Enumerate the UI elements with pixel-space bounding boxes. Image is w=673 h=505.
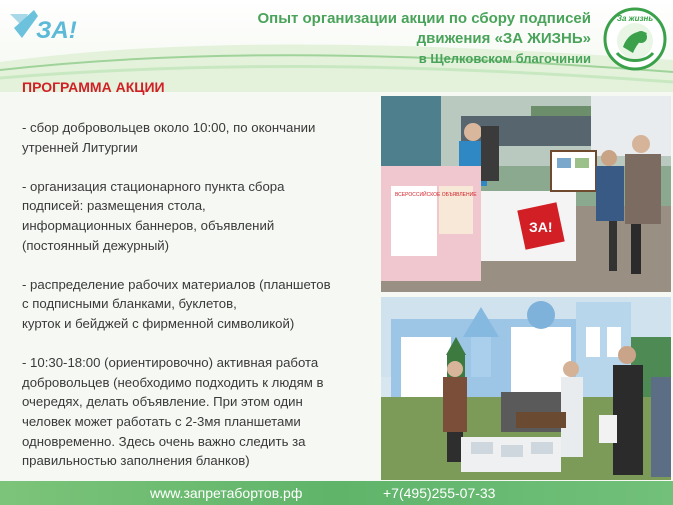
program-item-2: - организация стационарного пункта сбора подписей: размещения стола, информационных баннеров, объявлений (постоянный дежурный) xyxy=(22,178,285,253)
footer-phone: +7(495)255-07-33 xyxy=(383,485,496,501)
emblem-text: За жизнь xyxy=(616,14,654,23)
photo1-logo-text: ЗА! xyxy=(529,219,553,235)
title-line-2: движения «ЗА ЖИЗНЬ» xyxy=(416,30,591,47)
title-line-3: в Щелковском благочинии xyxy=(418,51,591,66)
za-zhizn-emblem xyxy=(603,7,667,71)
photo-church-volunteers-image xyxy=(381,297,671,480)
program-item-4: - 10:30-18:00 (ориентировочно) активная работа добровольцев (необходимо подходить к людям в очередях, делать объявление. При этом один человек может работать с 2-3мя планшетами одновременно. Здесь очень важно следить за правильностью заполнения бланков) xyxy=(22,355,324,469)
za-logo xyxy=(8,6,82,48)
photo-signature-point xyxy=(381,96,671,292)
photo1-sign-text: ВСЕРОССИЙСКОЕ ОБЪЯВЛЕНИЕ xyxy=(395,192,477,198)
program-section xyxy=(22,78,374,490)
photo-church-volunteers xyxy=(381,297,671,480)
za-logo-text: ЗА! xyxy=(36,17,77,44)
title-line-1: Опыт организации акции по сбору подписей xyxy=(257,10,591,27)
program-item-3: - распределение рабочих материалов (планшетов с подписными бланками, буклетов, курток и бейджей с фирменной символикой) xyxy=(22,276,331,331)
photo-signature-point-image xyxy=(381,96,671,292)
program-heading: ПРОГРАММА АКЦИИ xyxy=(22,79,165,95)
program-item-1: - сбор добровольцев около 10:00, по окончании утренней Литургии xyxy=(22,120,316,155)
page-title xyxy=(171,9,591,68)
slide-footer xyxy=(0,481,673,505)
footer-website: www.запретабортов.рф xyxy=(150,485,303,501)
